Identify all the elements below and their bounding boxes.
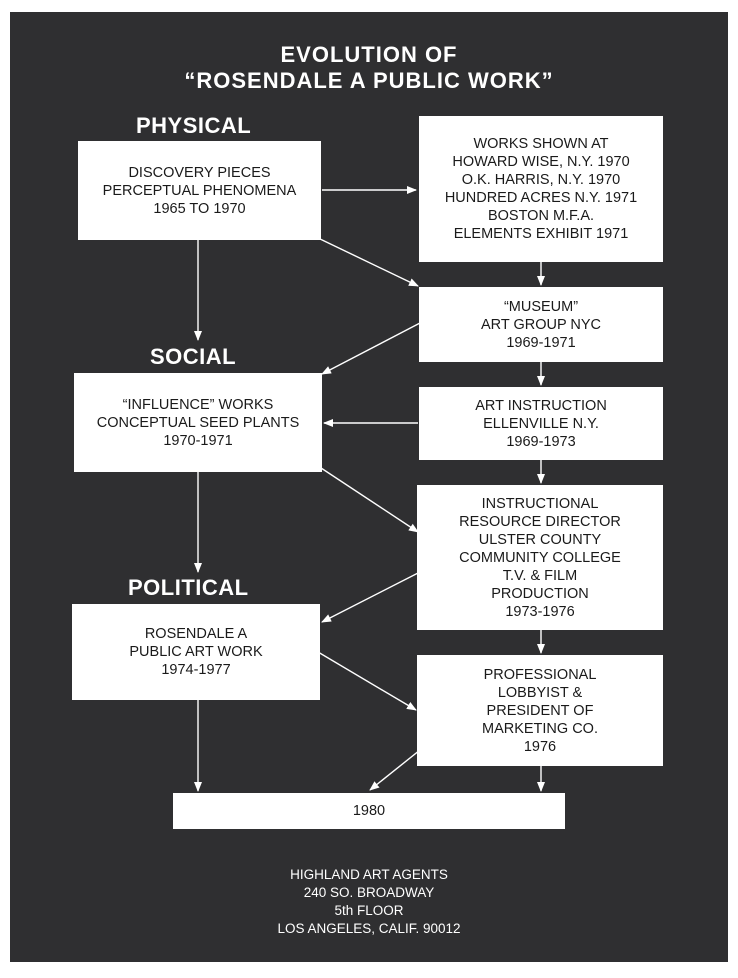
title-line-2: “ROSENDALE A PUBLIC WORK” bbox=[184, 68, 554, 93]
box-line: MARKETING CO. bbox=[481, 720, 598, 737]
arrow-instructional-to-rosendale bbox=[322, 572, 420, 622]
box-line: RESOURCE DIRECTOR bbox=[459, 513, 621, 530]
box-line: 1980 bbox=[352, 803, 386, 819]
box-line: WORKS SHOWN AT bbox=[473, 136, 609, 152]
box-line: DISCOVERY PIECES bbox=[128, 164, 271, 181]
box-line: ELLENVILLE N.Y. bbox=[483, 415, 599, 432]
footer-line-2: 240 SO. BROADWAY bbox=[303, 885, 435, 900]
box-line: 1969-1973 bbox=[506, 433, 576, 450]
title-line-1: EVOLUTION OF bbox=[280, 42, 458, 67]
box-line: PERCEPTUAL PHENOMENA bbox=[102, 182, 297, 199]
box-professional-lobbyist bbox=[417, 655, 663, 766]
box-1980 bbox=[173, 793, 565, 829]
section-physical: PHYSICAL bbox=[136, 113, 252, 138]
arrow-museum-to-influence bbox=[322, 323, 420, 374]
box-line: BOSTON M.F.A. bbox=[487, 208, 595, 224]
box-line: “MUSEUM” bbox=[503, 298, 579, 315]
footer-line-4: LOS ANGELES, CALIF. 90012 bbox=[277, 921, 461, 936]
box-influence-works bbox=[74, 373, 322, 472]
box-discovery-pieces bbox=[78, 141, 321, 240]
box-line: 1973-1976 bbox=[505, 603, 575, 620]
box-line: O.K. HARRIS, N.Y. 1970 bbox=[461, 172, 621, 188]
box-line: COMMUNITY COLLEGE bbox=[459, 549, 621, 566]
box-line: 1970-1971 bbox=[163, 432, 233, 449]
arrow-rosendale-to-lobbyist bbox=[318, 652, 416, 710]
box-instructional-resource bbox=[417, 485, 663, 630]
box-line: “INFLUENCE” WORKS bbox=[122, 396, 274, 413]
section-political: POLITICAL bbox=[128, 575, 249, 600]
section-social: SOCIAL bbox=[150, 344, 237, 369]
footer-line-1: HIGHLAND ART AGENTS bbox=[290, 867, 448, 882]
box-line: ART GROUP NYC bbox=[480, 316, 602, 333]
box-line: 1969-1971 bbox=[506, 334, 576, 351]
box-line: PRODUCTION bbox=[491, 585, 589, 602]
box-line: PRESIDENT OF bbox=[486, 702, 594, 719]
box-line: PUBLIC ART WORK bbox=[129, 644, 263, 660]
box-line: T.V. & FILM bbox=[502, 567, 578, 584]
box-line: LOBBYIST & bbox=[497, 684, 583, 701]
box-works-shown bbox=[419, 116, 663, 262]
box-line: HUNDRED ACRES N.Y. 1971 bbox=[444, 190, 638, 206]
box-art-instruction bbox=[419, 387, 663, 460]
box-line: ROSENDALE A bbox=[144, 626, 248, 642]
box-line: 1965 TO 1970 bbox=[153, 200, 246, 217]
box-line: ART INSTRUCTION bbox=[475, 397, 607, 414]
arrow-discovery-to-museum bbox=[318, 238, 418, 286]
box-rosendale-public-art-work bbox=[72, 604, 320, 700]
box-line: HOWARD WISE, N.Y. 1970 bbox=[452, 154, 630, 170]
footer-line-3: 5th FLOOR bbox=[334, 903, 404, 918]
box-museum-art-group bbox=[419, 287, 663, 362]
box-line: ELEMENTS EXHIBIT 1971 bbox=[453, 226, 629, 242]
box-line: 1976 bbox=[523, 738, 557, 755]
box-line: CONCEPTUAL SEED PLANTS bbox=[96, 414, 300, 431]
box-line: 1974-1977 bbox=[161, 662, 231, 678]
box-line: PROFESSIONAL bbox=[483, 666, 597, 683]
box-line: ULSTER COUNTY bbox=[478, 531, 602, 548]
box-line: INSTRUCTIONAL bbox=[481, 495, 599, 512]
arrow-influence-to-instructional bbox=[318, 466, 418, 532]
